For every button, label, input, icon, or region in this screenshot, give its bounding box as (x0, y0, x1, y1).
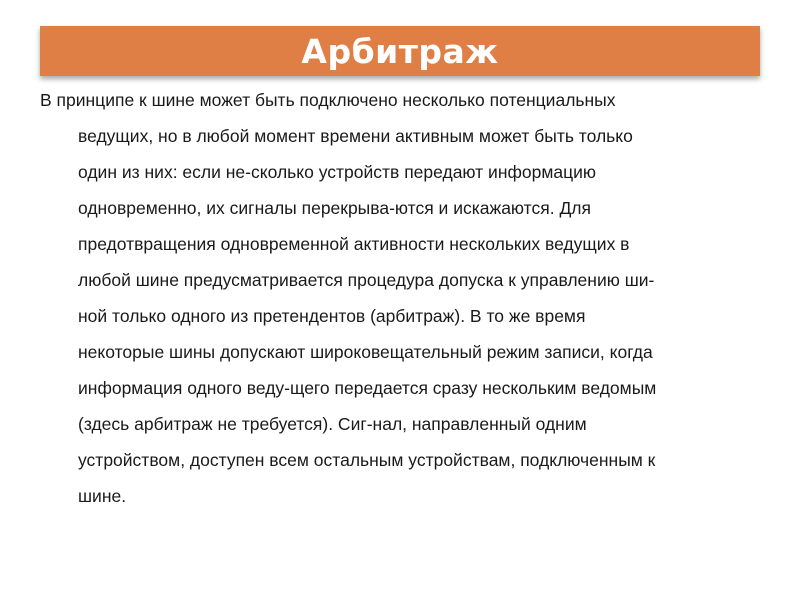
body-line: В принципе к шине может быть подключено несколько потенциальных (40, 90, 616, 110)
slide-title: Арбитраж (301, 31, 499, 71)
body-line: любой шине предусматривается процедура допуска к управлению ши- (78, 270, 655, 290)
body-line: одновременно, их сигналы перекрыва-ются и искажаются. Для (78, 198, 591, 218)
body-line: устройством, доступен всем остальным устройствам, подключенным к (78, 450, 656, 470)
body-line: ведущих, но в любой момент времени активным может быть только (78, 126, 633, 146)
body-line: информация одного веду-щего передается сразу нескольким ведомым (78, 378, 657, 398)
body-line: шине. (78, 486, 127, 506)
body-line: предотвращения одновременной активности нескольких ведущих в (78, 234, 630, 254)
body-line: один из них: если не-сколько устройств передают информацию (78, 162, 597, 182)
body-line: (здесь арбитраж не требуется). Сиг-нал, направленный одним (78, 414, 587, 434)
body-line: ной только одного из претендентов (арбитраж). В то же время (78, 306, 586, 326)
title-bar (40, 26, 760, 76)
body-line: некоторые шины допускают широковещательный режим записи, когда (78, 342, 653, 362)
body-paragraph (40, 82, 750, 514)
